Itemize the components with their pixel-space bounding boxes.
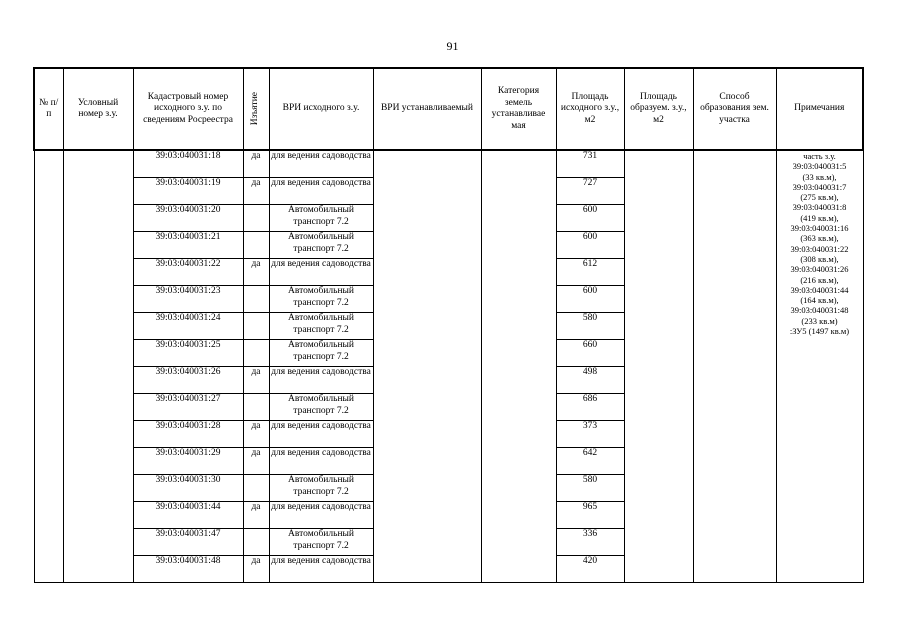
cadastral-cell: 39:03:040031:47 bbox=[133, 529, 243, 556]
withdrawal-cell: да bbox=[243, 556, 269, 583]
notes-line: (164 кв.м), bbox=[800, 295, 839, 306]
notes-line: (233 кв.м) bbox=[801, 315, 838, 326]
header-cadastral: Кадастровый номер исходного з.у. по сведениям Росреестра bbox=[133, 68, 243, 150]
cond-number-cell bbox=[63, 150, 133, 583]
area-source-cell: 580 bbox=[556, 313, 624, 340]
notes-line: 39:03:040031:5 bbox=[792, 161, 847, 172]
area-source-cell: 600 bbox=[556, 286, 624, 313]
withdrawal-cell: да bbox=[243, 502, 269, 529]
header-withdrawal bbox=[243, 68, 269, 150]
vri-source-cell: Автомобильный транспорт 7.2 bbox=[269, 313, 373, 340]
withdrawal-cell: да bbox=[243, 178, 269, 205]
notes-line: (419 кв.м), bbox=[800, 212, 839, 223]
withdrawal-cell: да bbox=[243, 421, 269, 448]
header-method: Способ образования зем. участка bbox=[693, 68, 776, 150]
area-source-cell: 600 bbox=[556, 232, 624, 259]
method-cell bbox=[693, 150, 776, 583]
header-vri-set: ВРИ устанавливаемый bbox=[373, 68, 481, 150]
area-source-cell: 642 bbox=[556, 448, 624, 475]
header-area-source: Площадь исходного з.у., м2 bbox=[556, 68, 624, 150]
vri-source-cell: для ведения садоводства bbox=[269, 556, 373, 583]
cadastral-cell: 39:03:040031:48 bbox=[133, 556, 243, 583]
header-category: Категория земель устанавливае мая bbox=[481, 68, 556, 150]
header-row bbox=[34, 68, 863, 150]
withdrawal-cell: да bbox=[243, 448, 269, 475]
vri-source-cell: для ведения садоводства bbox=[269, 421, 373, 448]
vri-source-cell: для ведения садоводства bbox=[269, 150, 373, 178]
table-body bbox=[34, 150, 863, 583]
notes-line: 39:03:040031:8 bbox=[792, 202, 847, 213]
withdrawal-cell: да bbox=[243, 150, 269, 178]
cadastral-cell: 39:03:040031:21 bbox=[133, 232, 243, 259]
area-source-cell: 580 bbox=[556, 475, 624, 502]
area-formed-cell bbox=[624, 150, 693, 583]
vri-source-cell: для ведения садоводства bbox=[269, 448, 373, 475]
withdrawal-cell bbox=[243, 286, 269, 313]
notes-line: (363 кв.м), bbox=[800, 233, 839, 244]
cadastral-cell: 39:03:040031:27 bbox=[133, 394, 243, 421]
num-cell bbox=[34, 150, 63, 583]
header-num: № п/п bbox=[34, 68, 63, 150]
notes-line: 39:03:040031:26 bbox=[790, 264, 849, 275]
area-source-cell: 498 bbox=[556, 367, 624, 394]
cadastral-cell: 39:03:040031:28 bbox=[133, 421, 243, 448]
area-source-cell: 600 bbox=[556, 205, 624, 232]
withdrawal-cell bbox=[243, 394, 269, 421]
vri-source-cell: для ведения садоводства bbox=[269, 178, 373, 205]
area-source-cell: 420 bbox=[556, 556, 624, 583]
cadastral-cell: 39:03:040031:23 bbox=[133, 286, 243, 313]
page-number: 91 bbox=[446, 39, 459, 53]
vri-source-cell: для ведения садоводства bbox=[269, 367, 373, 394]
withdrawal-cell bbox=[243, 232, 269, 259]
vri-source-cell: Автомобильный транспорт 7.2 bbox=[269, 232, 373, 259]
withdrawal-cell: да bbox=[243, 259, 269, 286]
vri-source-cell: Автомобильный транспорт 7.2 bbox=[269, 340, 373, 367]
notes-line: 39:03:040031:44 bbox=[790, 284, 849, 295]
withdrawal-cell bbox=[243, 205, 269, 232]
notes-line: 39:03:040031:16 bbox=[790, 223, 849, 234]
vri-source-cell: Автомобильный транспорт 7.2 bbox=[269, 529, 373, 556]
withdrawal-cell bbox=[243, 475, 269, 502]
cadastral-cell: 39:03:040031:29 bbox=[133, 448, 243, 475]
header-vri-source: ВРИ исходного з.у. bbox=[269, 68, 373, 150]
header-notes: Примечания bbox=[776, 68, 863, 150]
notes-line: :ЗУ5 (1497 кв.м) bbox=[789, 326, 850, 337]
vri-set-cell bbox=[373, 150, 481, 583]
cadastral-cell: 39:03:040031:20 bbox=[133, 205, 243, 232]
vri-source-cell: Автомобильный транспорт 7.2 bbox=[269, 205, 373, 232]
cadastral-cell: 39:03:040031:24 bbox=[133, 313, 243, 340]
notes-line: 39:03:040031:48 bbox=[790, 305, 849, 316]
cadastral-cell: 39:03:040031:44 bbox=[133, 502, 243, 529]
vri-source-cell: Автомобильный транспорт 7.2 bbox=[269, 475, 373, 502]
header-cond-number: Условный номер з.у. bbox=[63, 68, 133, 150]
land-plots-table bbox=[33, 67, 864, 583]
area-source-cell: 336 bbox=[556, 529, 624, 556]
notes-line: (33 кв.м), bbox=[802, 171, 837, 182]
notes-line: 39:03:040031:7 bbox=[792, 181, 847, 192]
vri-source-cell: для ведения садоводства bbox=[269, 502, 373, 529]
cadastral-cell: 39:03:040031:18 bbox=[133, 150, 243, 178]
vri-source-cell: для ведения садоводства bbox=[269, 259, 373, 286]
withdrawal-cell: да bbox=[243, 367, 269, 394]
area-source-cell: 965 bbox=[556, 502, 624, 529]
cadastral-cell: 39:03:040031:26 bbox=[133, 367, 243, 394]
notes-line: (308 кв.м), bbox=[800, 253, 839, 264]
header-area-formed: Площадь образуем. з.у., м2 bbox=[624, 68, 693, 150]
notes-cell bbox=[776, 150, 863, 583]
table-row bbox=[34, 150, 863, 178]
area-source-cell: 373 bbox=[556, 421, 624, 448]
withdrawal-cell bbox=[243, 529, 269, 556]
withdrawal-cell bbox=[243, 340, 269, 367]
header-withdrawal-label: Изъятие bbox=[250, 92, 261, 126]
notes-line: 39:03:040031:22 bbox=[790, 243, 849, 254]
cadastral-cell: 39:03:040031:25 bbox=[133, 340, 243, 367]
withdrawal-cell bbox=[243, 313, 269, 340]
notes-line: (216 кв.м), bbox=[800, 274, 839, 285]
area-source-cell: 731 bbox=[556, 150, 624, 178]
category-cell bbox=[481, 150, 556, 583]
cadastral-cell: 39:03:040031:22 bbox=[133, 259, 243, 286]
cadastral-cell: 39:03:040031:30 bbox=[133, 475, 243, 502]
cadastral-cell: 39:03:040031:19 bbox=[133, 178, 243, 205]
area-source-cell: 612 bbox=[556, 259, 624, 286]
area-source-cell: 660 bbox=[556, 340, 624, 367]
area-source-cell: 727 bbox=[556, 178, 624, 205]
vri-source-cell: Автомобильный транспорт 7.2 bbox=[269, 394, 373, 421]
area-source-cell: 686 bbox=[556, 394, 624, 421]
vri-source-cell: Автомобильный транспорт 7.2 bbox=[269, 286, 373, 313]
notes-line: (275 кв.м), bbox=[800, 192, 839, 203]
notes-line: часть з.у. bbox=[803, 151, 836, 161]
